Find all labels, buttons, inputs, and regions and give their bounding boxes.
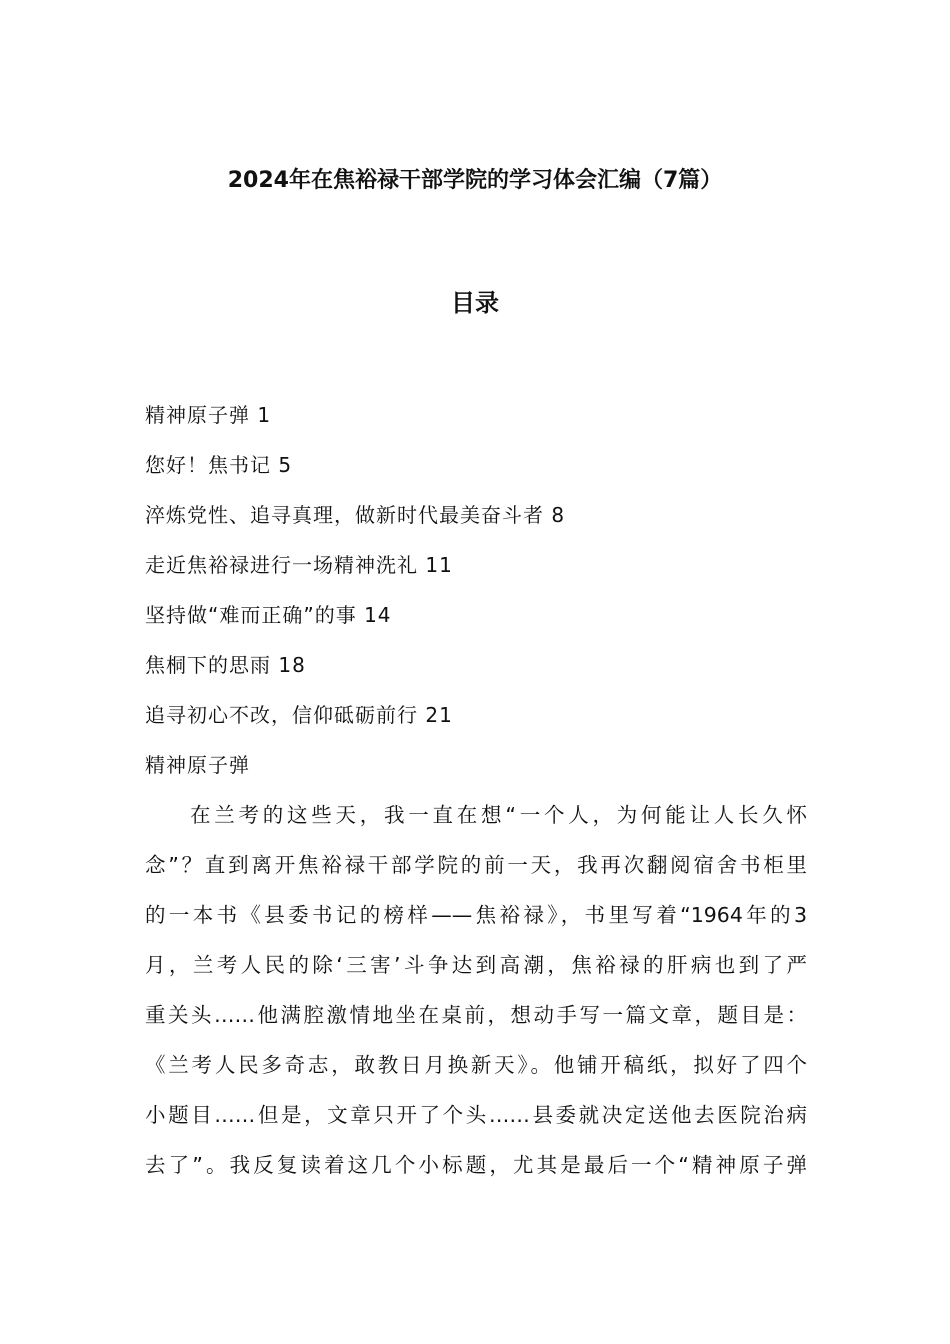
toc-item[interactable]: 走近焦裕禄进行一场精神洗礼 11: [145, 553, 453, 577]
toc-item[interactable]: 淬炼党性、追寻真理，做新时代最美奋斗者 8: [145, 503, 566, 527]
toc-item[interactable]: 焦桐下的思雨 18: [145, 653, 306, 677]
body-line: 念”？直到离开焦裕禄干部学院的前一天，我再次翻阅宿舍书柜里: [145, 853, 807, 877]
table-of-contents: [145, 400, 565, 750]
toc-item[interactable]: 追寻初心不改，信仰砥砺前行 21: [145, 703, 453, 727]
section-title: 精神原子弹: [145, 753, 250, 777]
body-line: 的一本书《县委书记的榜样——焦裕禄》，书里写着“1964年的3: [145, 903, 807, 927]
body-line: 在兰考的这些天，我一直在想“一个人，为何能让人长久怀: [190, 803, 807, 827]
toc-heading: 目录: [451, 289, 499, 317]
toc-item[interactable]: 坚持做“难而正确”的事 14: [145, 603, 392, 627]
toc-item[interactable]: 精神原子弹 1: [145, 403, 272, 427]
body-paragraph: [145, 800, 807, 1200]
document-title: 2024年在焦裕禄干部学院的学习体会汇编（7篇）: [227, 168, 723, 193]
body-line: 《兰考人民多奇志，敢教日月换新天》。他铺开稿纸，拟好了四个: [145, 1053, 807, 1077]
body-line: 去了”。我反复读着这几个小标题，尤其是最后一个“精神原子弹: [145, 1153, 807, 1177]
body-line: 重关头……他满腔激情地坐在桌前，想动手写一篇文章，题目是：: [145, 1003, 807, 1027]
body-line: 月，兰考人民的除‘三害’斗争达到高潮，焦裕禄的肝病也到了严: [145, 953, 807, 977]
toc-item[interactable]: 您好！焦书记 5: [145, 453, 293, 477]
body-line: 小题目……但是，文章只开了个头……县委就决定送他去医院治病: [145, 1103, 807, 1127]
